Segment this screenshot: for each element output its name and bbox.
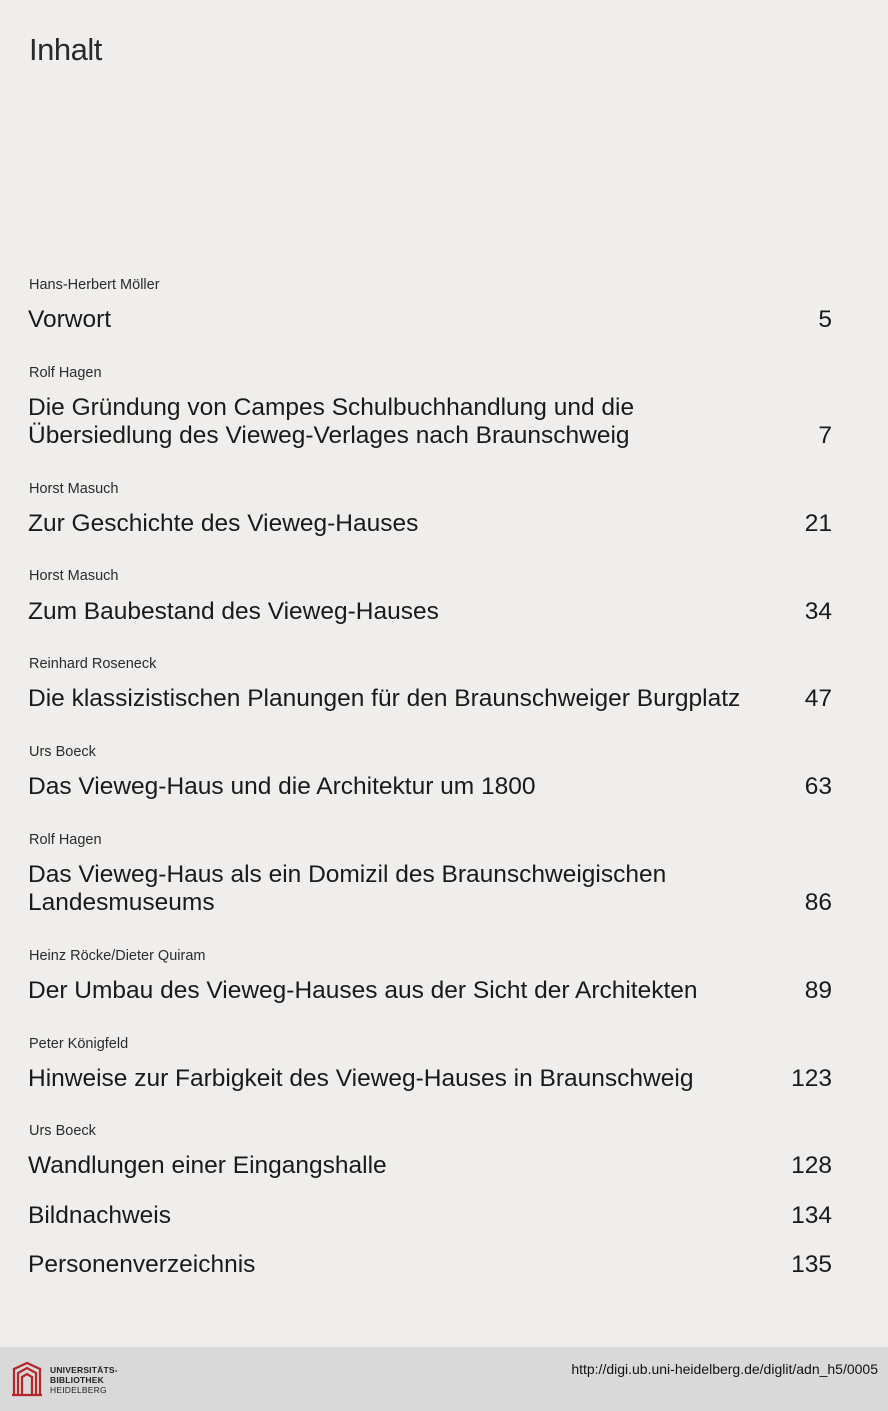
toc-entry-title[interactable]: Vorwort [28, 306, 112, 333]
toc-entry-author: Heinz Röcke/Dieter Quiram [29, 948, 206, 964]
toc-entry-page-number[interactable]: 134 [791, 1202, 832, 1229]
toc-entry-author: Urs Boeck [29, 744, 96, 760]
library-logo[interactable] [10, 1357, 150, 1403]
toc-entry-title[interactable]: Personenverzeichnis [28, 1251, 256, 1278]
toc-entry-author: Rolf Hagen [29, 365, 102, 381]
toc-entry-title[interactable]: Das Vieweg-Haus als ein Domizil des Braunschweigischen [28, 861, 667, 888]
toc-entry-title[interactable]: Zum Baubestand des Vieweg-Hauses [28, 598, 439, 625]
toc-entry-page-number[interactable]: 123 [791, 1065, 832, 1092]
footer-bar [0, 1347, 888, 1411]
toc-entry-title[interactable]: Die Gründung von Campes Schulbuchhandlung und die [28, 394, 635, 421]
toc-entry-page-number[interactable]: 5 [818, 306, 832, 333]
toc-entry-page-number[interactable]: 21 [804, 510, 832, 537]
toc-entry-page-number[interactable]: 86 [804, 889, 832, 916]
toc-entry-title[interactable]: Wandlungen einer Eingangshalle [28, 1152, 387, 1179]
toc-entry-title[interactable]: Übersiedlung des Vieweg-Verlages nach Braunschweig [28, 422, 630, 449]
toc-entry-author: Urs Boeck [29, 1123, 96, 1139]
toc-entry-title[interactable]: Zur Geschichte des Vieweg-Hauses [28, 510, 419, 537]
toc-entry-title[interactable]: Der Umbau des Vieweg-Hauses aus der Sicht der Architekten [28, 977, 698, 1004]
toc-entry-page-number[interactable]: 34 [804, 598, 832, 625]
toc-entry-title[interactable]: Das Vieweg-Haus und die Architektur um 1800 [28, 773, 536, 800]
library-logo-text [50, 1365, 118, 1395]
logo-line: BIBLIOTHEK [50, 1375, 104, 1385]
logo-line: UNIVERSITÄTS- [50, 1365, 118, 1375]
toc-entry-page-number[interactable]: 135 [791, 1251, 832, 1278]
toc-entry-title[interactable]: Landesmuseums [28, 889, 215, 916]
library-logo-icon [10, 1359, 44, 1399]
toc-entry-title[interactable]: Bildnachweis [28, 1202, 171, 1229]
toc-entry-page-number[interactable]: 128 [791, 1152, 832, 1179]
toc-entry-page-number[interactable]: 89 [804, 977, 832, 1004]
toc-entry-page-number[interactable]: 63 [804, 773, 832, 800]
toc-entry-page-number[interactable]: 7 [818, 422, 832, 449]
source-url[interactable]: http://digi.ub.uni-heidelberg.de/diglit/adn_h5/0005 [571, 1361, 878, 1377]
toc-entry-author: Peter Königfeld [29, 1036, 129, 1052]
page-title: Inhalt [29, 32, 102, 67]
toc-entry-title[interactable]: Hinweise zur Farbigkeit des Vieweg-Hauses in Braunschweig [28, 1065, 694, 1092]
toc-entry-author: Reinhard Roseneck [29, 656, 157, 672]
toc-entry-page-number[interactable]: 47 [804, 685, 832, 712]
toc-entry-author: Horst Masuch [29, 481, 119, 497]
logo-line: HEIDELBERG [50, 1385, 107, 1395]
toc-entry-author: Horst Masuch [29, 568, 119, 584]
toc-entry-author: Rolf Hagen [29, 832, 102, 848]
toc-entry-author: Hans-Herbert Möller [29, 277, 160, 293]
toc-entry-title[interactable]: Die klassizistischen Planungen für den Braunschweiger Burgplatz [28, 685, 741, 712]
